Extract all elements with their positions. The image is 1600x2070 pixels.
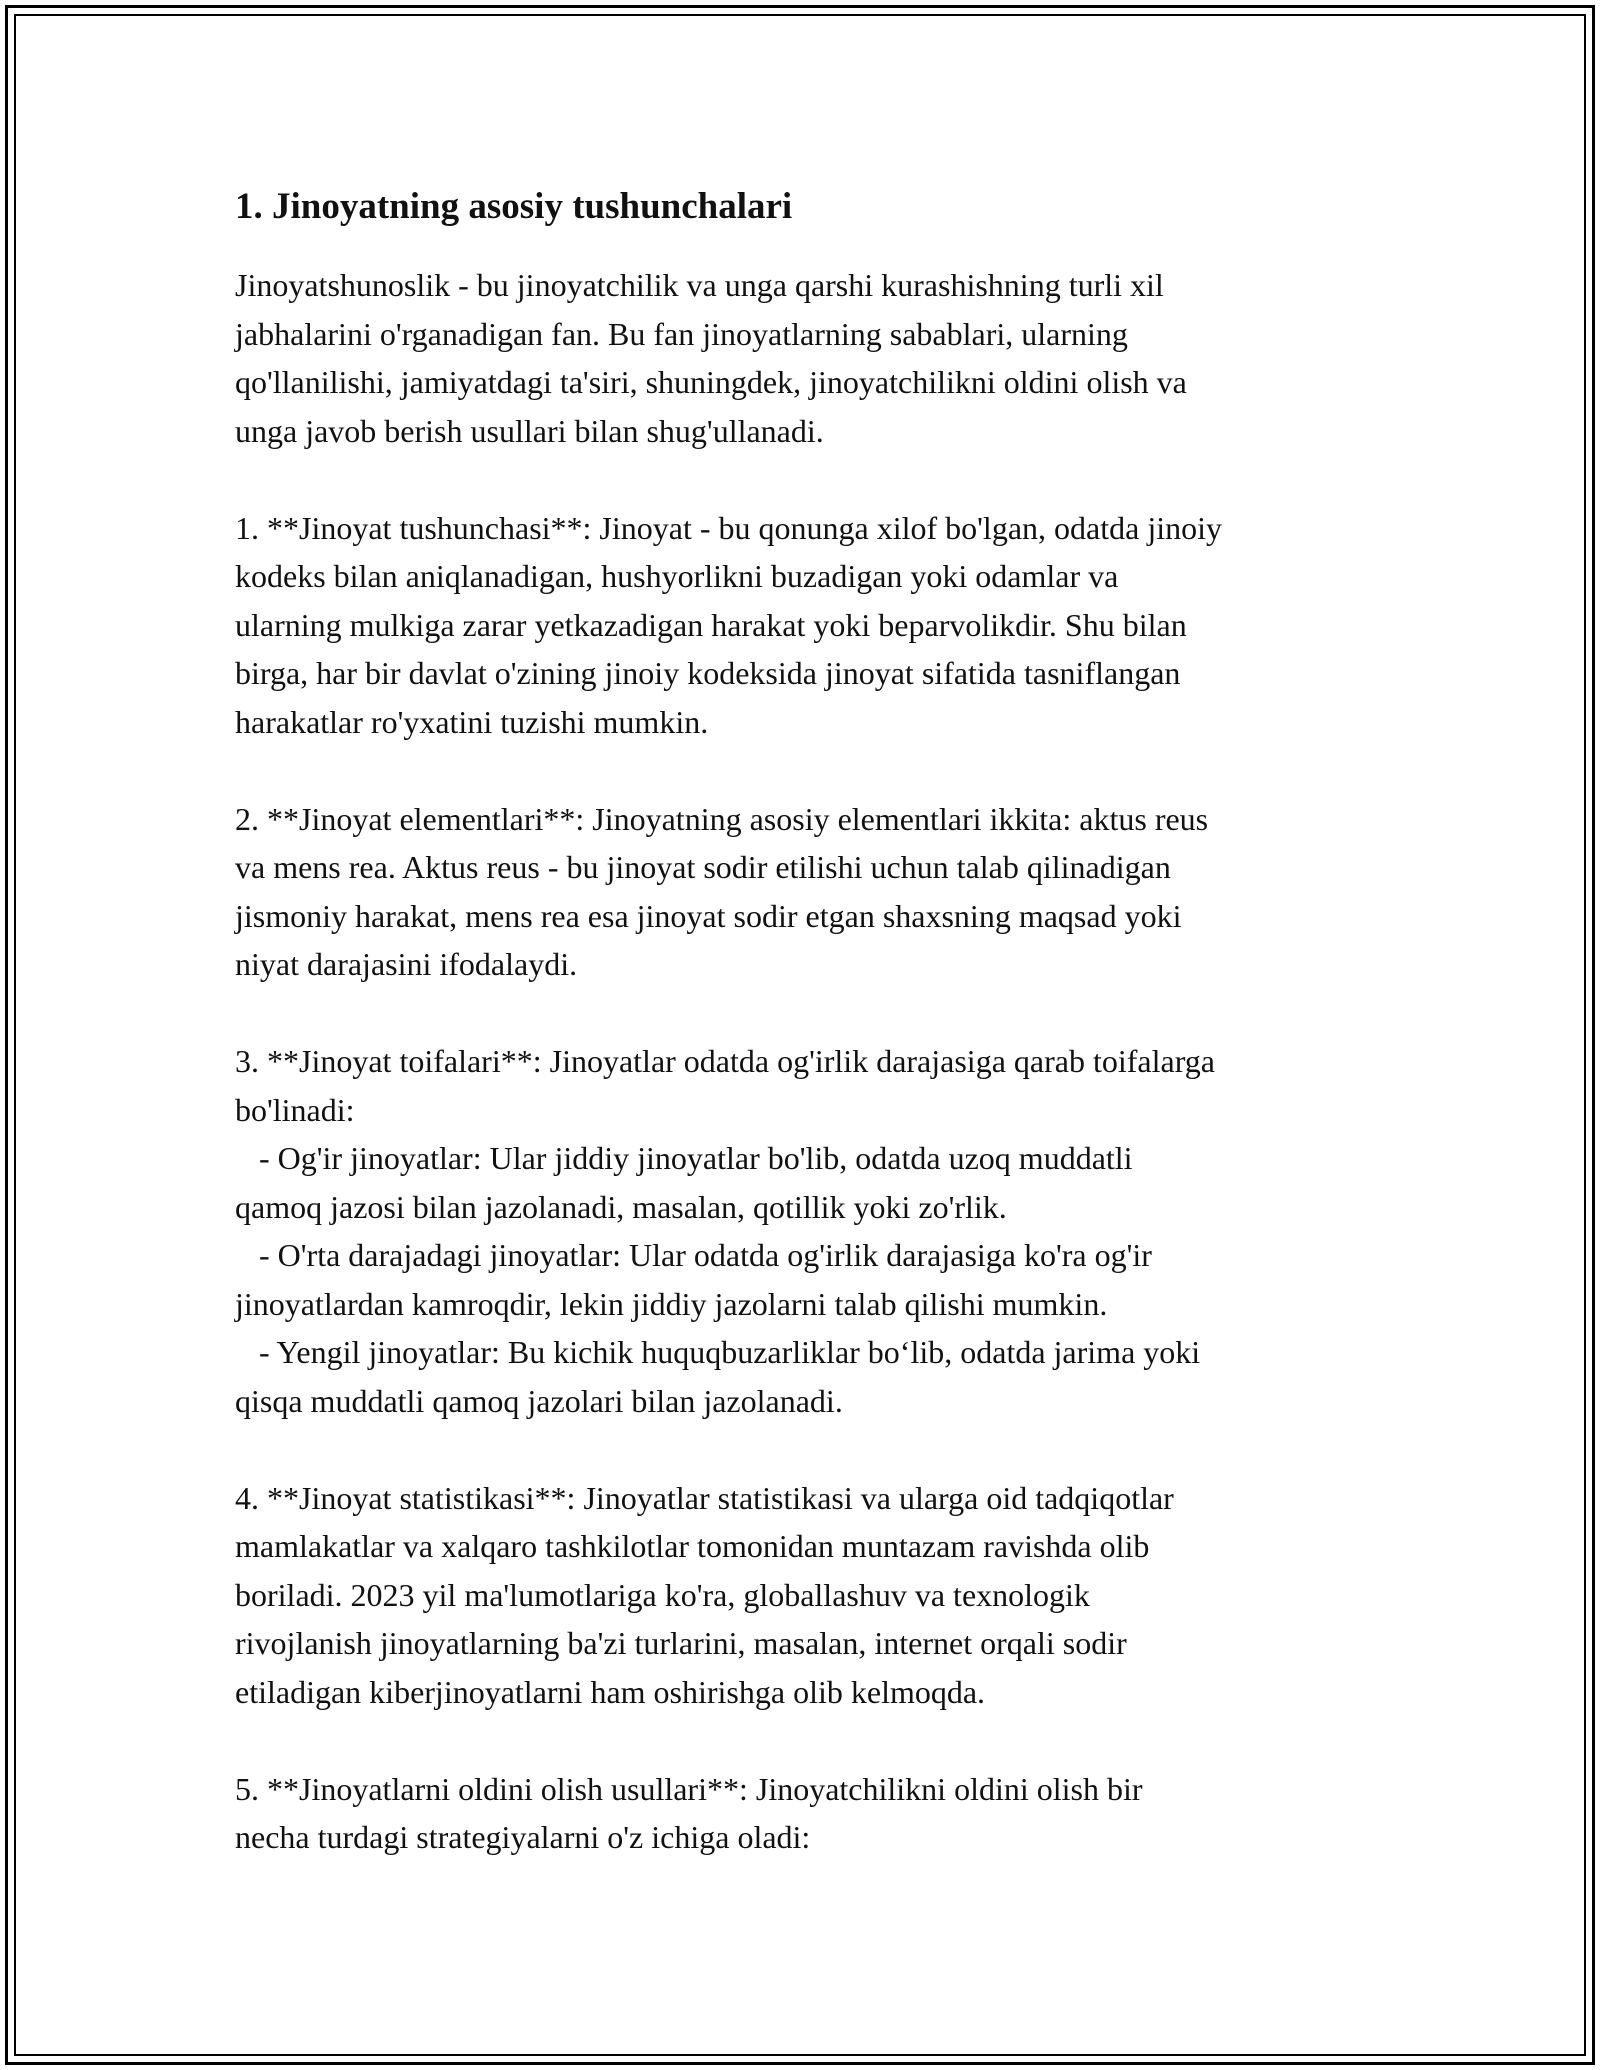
- list-item-line: - O'rta darajadagi jinoyatlar: Ular odatda og'irlik darajasiga ko'ra og'ir: [235, 1237, 1152, 1273]
- text-line: kodeks bilan aniqlanadigan, hushyorlikni buzadigan yoki odamlar va: [235, 558, 1119, 594]
- text-line: harakatlar ro'yxatini tuzishi mumkin.: [235, 703, 709, 740]
- text-line: 5. **Jinoyatlarni oldini olish usullari**: Jinoyatchilikni oldini olish bir: [235, 1770, 1143, 1807]
- text-line: 1. **Jinoyat tushunchasi**: Jinoyat - bu qonunga xilof bo'lgan, odatda jinoiy: [235, 509, 1222, 546]
- text-line: qisqa muddatli qamoq jazolari bilan jazolanadi.: [235, 1382, 843, 1419]
- section-crime-elements: [235, 795, 1375, 989]
- section-crime-prevention: [235, 1765, 1375, 1862]
- text-line: 4. **Jinoyat statistikasi**: Jinoyatlar statistikasi va ularga oid tadqiqotlar: [235, 1479, 1174, 1516]
- section-crime-categories: [235, 1037, 1375, 1425]
- text-line: jabhalarini o'rganadigan fan. Bu fan jinoyatlarning sabablari, ularning: [235, 315, 1128, 352]
- text-line: jinoyatlardan kamroqdir, lekin jiddiy jazolarni talab qilishi mumkin.: [235, 1285, 1108, 1322]
- text-line: qamoq jazosi bilan jazolanadi, masalan, qotillik yoki zo'rlik.: [235, 1188, 1007, 1225]
- list-item-line: - Yengil jinoyatlar: Bu kichik huquqbuzarliklar bo‘lib, odatda jarima yoki: [235, 1334, 1201, 1370]
- text-line: niyat darajasini ifodalaydi.: [235, 946, 578, 982]
- text-line: 2. **Jinoyat elementlari**: Jinoyatning asosiy elementlari ikkita: aktus reus: [235, 800, 1209, 837]
- section-crime-statistics: [235, 1474, 1375, 1717]
- text-line: ularning mulkiga zarar yetkazadigan harakat yoki beparvolikdir. Shu bilan: [235, 606, 1187, 643]
- document-body: [235, 185, 1375, 1910]
- text-line: unga javob berish usullari bilan shug'ullanadi.: [235, 412, 824, 449]
- text-line: rivojlanish jinoyatlarning ba'zi turlarini, masalan, internet orqali sodir: [235, 1625, 1127, 1661]
- list-item-line: - Og'ir jinoyatlar: Ular jiddiy jinoyatlar bo'lib, odatda uzoq muddatli: [235, 1140, 1133, 1176]
- text-line: mamlakatlar va xalqaro tashkilotlar tomonidan muntazam ravishda olib: [235, 1528, 1150, 1564]
- document-title: 1. Jinoyatning asosiy tushunchalari: [235, 186, 793, 227]
- text-line: Jinoyatshunoslik - bu jinoyatchilik va unga qarshi kurashishning turli xil: [235, 267, 1164, 303]
- text-line: birga, har bir davlat o'zining jinoiy kodeksida jinoyat sifatida tasniflangan: [235, 655, 1181, 691]
- text-line: qo'llanilishi, jamiyatdagi ta'siri, shuningdek, jinoyatchilikni oldini olish va: [235, 364, 1187, 400]
- intro-paragraph: [235, 261, 1375, 455]
- text-line: jismoniy harakat, mens rea esa jinoyat sodir etgan shaxsning maqsad yoki: [235, 897, 1182, 934]
- text-line: etiladigan kiberjinoyatlarni ham oshirishga olib kelmoqda.: [235, 1673, 986, 1710]
- text-line: boriladi. 2023 yil ma'lumotlariga ko'ra, globallashuv va texnologik: [235, 1576, 1090, 1613]
- text-line: va mens rea. Aktus reus - bu jinoyat sodir etilishi uchun talab qilinadigan: [235, 849, 1171, 885]
- section-crime-concept: [235, 504, 1375, 747]
- text-line: bo'linadi:: [235, 1091, 355, 1128]
- text-line: 3. **Jinoyat toifalari**: Jinoyatlar odatda og'irlik darajasiga qarab toifalarga: [235, 1043, 1215, 1079]
- text-line: necha turdagi strategiyalarni o'z ichiga oladi:: [235, 1819, 811, 1855]
